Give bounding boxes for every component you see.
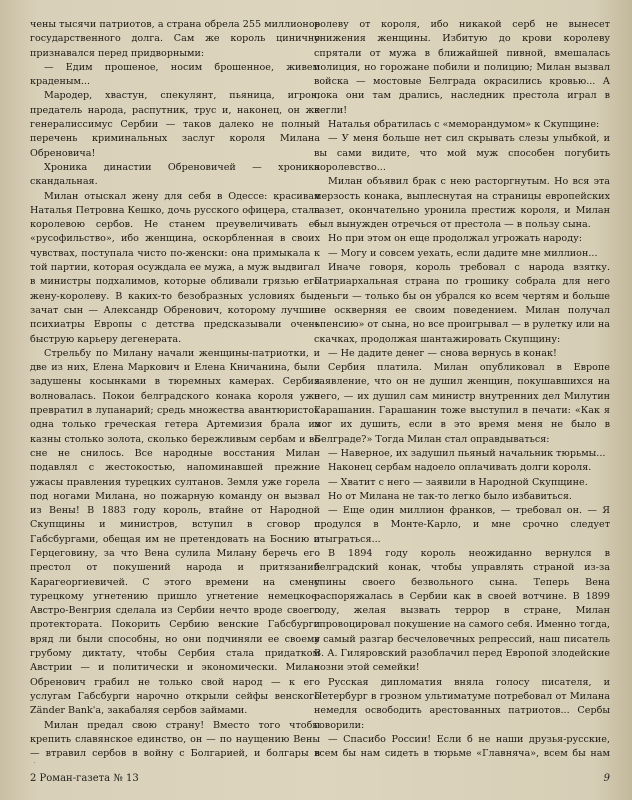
paragraph: — Еще один миллион франков, — требовал он. — Я продулся в Монте-Карло, и мне срочно следует отыграться... (314, 505, 610, 545)
right-column (314, 18, 610, 763)
paragraph: Наконец сербам надоело оплачивать долги короля. (328, 462, 592, 474)
paragraph: Иначе говоря, король требовал с народа взятку. Патриархальная страна по грошику собрала для него деньги — только бы он убрался ко всем чертям и больше не оскверняя ее своим поведением. Милан получал «пенсию» от сына, но все проигрывал — в рулетку или на скачках, продолжая шантажировать Скупщину: (314, 262, 610, 345)
page-footer (30, 773, 610, 789)
paragraph: Но при этом он еще продолжал угрожать народу: (328, 233, 582, 245)
paragraph: — Могу и совсем уехать, если дадите мне миллион... (328, 247, 598, 259)
paragraph: Наталья обратилась с «меморандумом» к Скупщине: (328, 119, 600, 131)
magazine-issue-label: 2 Роман-газета № 13 (30, 773, 139, 784)
paragraph: Русская дипломатия вняла голосу писателя, и Петербург в грозном ультиматуме потребовал от Милана немедля освободить арестованных патриотов... Сербы говорили: (314, 676, 610, 731)
paragraph: — Не дадите денег — снова вернусь в конак! (328, 347, 557, 359)
page-number: 9 (603, 773, 610, 784)
left-column (30, 18, 320, 763)
paragraph: ролеву от короля, ибо никакой серб не вынесет унижения женщины. Избитую до крови королеву спрятали от мужа в ближайшей пивной, вмешалась полиция, но горожане побили и полицию; Милан вызвал войска — мостовые Белграда окрасились кровью... А пока они там дрались, наследник престола играл в кегли! (314, 19, 610, 116)
paragraph: — Хватит с него — заявили в Народной Скупщине. (328, 476, 588, 488)
paragraph: В 1894 году король неожиданно вернулся в белградский конак, чтобы управлять страной из-за спины своего безвольного сына. Теперь Вена распоряжалась в Сербии как в своей вотчине. В 1899 году, желая вызвать террор в стране, Милан спровоцировал покушение на самого себя. Именно тогда, в самый разгар бесчеловечных репрессий, наш писатель В. А. Гиляровский разоблачил перед Европой злодейские козни этой семейки! (314, 547, 610, 674)
paragraph: Но от Милана не так-то легко было избавиться. (328, 490, 572, 502)
paragraph: Милан отыскал жену для себя в Одессе: красивая Наталья Петровна Кешко, дочь русского офицера, стала королевою сербов. Не станем преувеличивать ее «русофильство», ибо женщина, оскорбленная в своих чувствах, поступала чисто по-женски: она примыкала к той партии, которая осуждала ее мужа, а муж выдвигал в министры подхалимов, которые обливали грязью его жену-королеву. В каких-то безобразных условиях был зачат сын — Александр Обренович, которому лучшие психиатры Европы с детства предсказывали очень быструю карьеру дегенерата. (30, 190, 320, 345)
paragraph: чены тысячи патриотов, а страна обрела 255 миллионов государственного долга. Сам же король цинично признавался перед придворными: (30, 19, 320, 59)
paragraph: — Наверное, их задушил пьяный начальник тюрьмы... (328, 447, 606, 459)
paragraph: Сербия платила. Милан опубликовал в Европе заявление, что он не душил женщин, покушавшихся на него, — их душил сам министр внутренних дел Милутин Гарашанин. Гарашанин тоже выступил в печати: «Как я мог их душить, если в это время меня не было в Белграде?» Тогда Милан стал оправдываться: (314, 362, 610, 445)
paragraph: Мародер, хвастун, спекулянт, пьяница, игрок, предатель народа, распутник, трус и, наконец, он же генералиссимус Сербии — таков далеко не полный перечень криминальных заслуг короля Милана Обреновича! (30, 90, 320, 159)
paragraph: Милан объявил брак с нею расторгнутым. Но вся эта мерзость конака, выплеснутая на страницы европейских газет, окончательно уронила престиж короля, и Милан был вынужден отречься от престола — в пользу сына. (314, 176, 610, 231)
paragraph: — Едим прошеное, носим брошенное, живем краденым... (30, 61, 320, 88)
paragraph: Милан предал свою страну! Вместо того чтобы крепить славянское единство, он — по наущению Вены — втравил сербов в войну с Болгарией, и болгары в (30, 719, 320, 760)
paragraph: — Спасибо России! Если б не наши друзья-русские, всем бы нам сидеть в тюрьме «Главняча», всем бы нам (314, 733, 610, 760)
paragraph: Стрельбу по Милану начали женщины-патриотки, и две из них, Елена Маркович и Елена Кничанина, были задушены косынками в тюремных камерах. Сербия волновалась. Покои белградского конака короля уже превратил в лупанарий; средь множества авантюристок одна только греческая гетера Артемизия брала из казны столько золота, сколько бережливым сербам и во сне не снилось. Все народные восстания Милан подавлял с жестокостью, напоминавшей прежние ужасы правления турецких султанов. Земля уже горела под ногами Милана, но пожарную команду он вызвал из Вены! В 1883 году король, втайне от Народной Скупщины и министров, вступил в сговор с Габсбургами, обещая им не претендовать на Боснию и Герцеговину, за что Вена сулила Милану беречь его престол от покушений народа и притязаний Карагеоргиевичей. С этого времени на смену турецкому угнетению пришло угнетение немецкое: Австро-Венгрия сделала из Сербии нечто вроде своего протектората. Покорить Сербию венские Габсбурги вряд ли были способны, но они подчиняли ее своему грубому диктату, чтобы Сербия стала придатком Австрии — и политически и экономически. Милан Обренович грабил не только свой народ — к его услугам Габсбурги нарочно открыли сейфы венского Zänder Bank'а, закабаляя сербов займами. (30, 347, 320, 717)
paragraph: Хроника династии Обреновичей — хроника скандальная. (30, 161, 320, 188)
paragraph: — У меня больше нет сил скрывать слезы улыбкой, и вы сами видите, что мой муж способен погубить королевство... (314, 133, 610, 173)
